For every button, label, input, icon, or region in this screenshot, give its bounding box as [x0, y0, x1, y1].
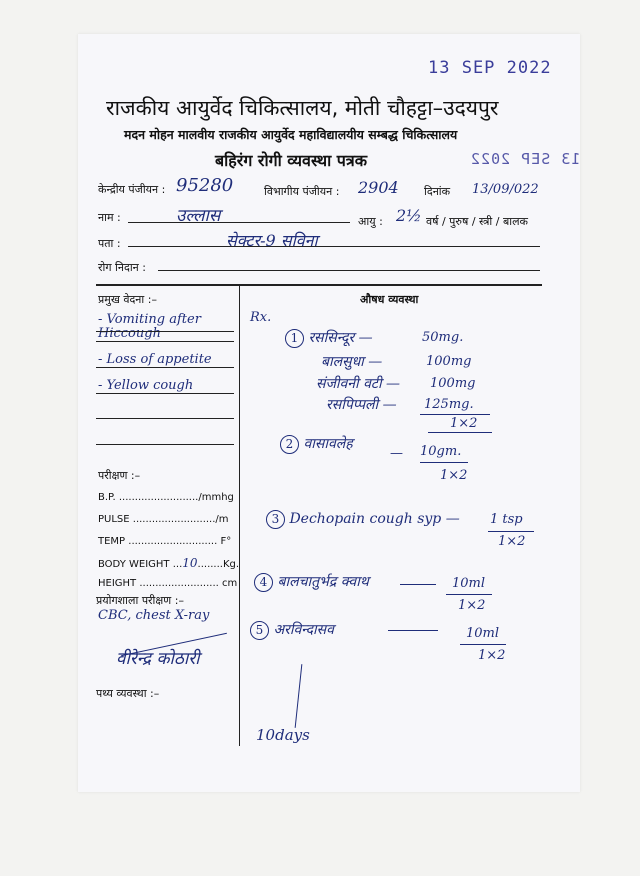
- medicine-frequency: 1×2: [498, 534, 526, 549]
- pulse-field: PULSE ........................../m: [98, 514, 229, 525]
- medicine-item: 3 Dechopain cough syp —: [266, 510, 460, 529]
- dept-reg-value: 2904: [358, 178, 399, 197]
- weight-value: 10: [182, 556, 198, 570]
- medicine-item: संजीवनी वटी —: [316, 376, 401, 392]
- exam-label: परीक्षण :–: [98, 469, 141, 482]
- name-label: नाम :: [98, 211, 121, 224]
- medicine-item: 2 वासावलेह: [280, 434, 353, 454]
- age-label: आयु :: [358, 215, 383, 228]
- age-options: वर्ष / पुरुष / स्त्री / बालक: [426, 215, 528, 228]
- central-reg-value: 95280: [176, 175, 234, 196]
- form-title: बहिरंग रोगी व्यवस्था पत्रक: [215, 151, 368, 170]
- medicine-dose: 50mg.: [422, 330, 464, 345]
- age-value: 2½: [396, 206, 422, 225]
- medicine-item: बालसुधा —: [321, 354, 383, 370]
- medicine-dose: 100mg: [426, 354, 472, 369]
- diet-label: पथ्य व्यवस्था :–: [96, 687, 160, 700]
- address-label: पता :: [98, 237, 121, 250]
- date-value: 13/09/022: [472, 182, 539, 197]
- medicine-dose: 1 tsp: [490, 512, 523, 527]
- medicine-dose: 125mg.: [424, 397, 474, 412]
- date-stamp-mirrored: 13 SEP 2022: [470, 150, 581, 168]
- diagnosis-label: रोग निदान :: [98, 261, 146, 274]
- treatment-duration: 10days: [256, 726, 310, 744]
- complaint-item: - Loss of appetite: [98, 352, 212, 367]
- weight-field: BODY WEIGHT ...10........Kg.: [98, 556, 240, 570]
- temp-field: TEMP ............................ F°: [98, 536, 232, 547]
- medicine-frequency: 1×2: [478, 648, 506, 663]
- rx-symbol: Rx.: [250, 310, 272, 325]
- medicine-item: 5 अरविन्दासव: [250, 620, 334, 640]
- date-stamp: 13 SEP 2022: [428, 58, 552, 78]
- doctor-signature: वीरेन्द्र कोठारी: [116, 649, 200, 669]
- medicine-frequency: 1×2: [450, 416, 478, 431]
- medicine-dose: 10gm.: [420, 444, 462, 459]
- complaint-item: - Vomiting after Hiccough: [98, 312, 201, 341]
- medicine-dose: 10ml: [466, 626, 500, 641]
- bp-field: B.P. ........................./mmhg: [98, 492, 234, 503]
- complaint-item: - Yellow cough: [98, 378, 194, 393]
- central-reg-label: केन्द्रीय पंजीयन :: [98, 183, 166, 196]
- medicine-frequency: 1×2: [458, 598, 486, 613]
- date-label: दिनांक: [424, 185, 451, 198]
- medicine-item: रसपिप्पली —: [326, 397, 397, 413]
- patient-address: सेक्टर-9 सविना: [226, 231, 318, 250]
- medicine-dose: 100mg: [430, 376, 476, 391]
- college-subtitle: मदन मोहन मालवीय राजकीय आयुर्वेद महाविद्यालयीय सम्बद्ध चिकित्सालय: [124, 127, 458, 142]
- medicine-item: 4 बालचातुर्भद्र क्वाथ: [254, 572, 369, 592]
- patient-name: उल्लास: [176, 206, 221, 226]
- medicine-frequency: 1×2: [440, 468, 468, 483]
- column-divider: [239, 284, 240, 746]
- lab-label: प्रयोगशाला परीक्षण :–: [96, 594, 184, 607]
- hospital-title: राजकीय आयुर्वेद चिकित्सालय, मोती चौहट्टा–उदयपुर: [106, 96, 499, 120]
- dept-reg-label: विभागीय पंजीयन :: [264, 185, 340, 198]
- medicine-section-label: औषध व्यवस्था: [360, 293, 419, 306]
- height-field: HEIGHT ......................... cm: [98, 578, 238, 589]
- lab-value: CBC, chest X-ray: [98, 608, 210, 623]
- medicine-item: 1 रससिन्दूर —: [285, 328, 373, 348]
- medicine-dose: 10ml: [452, 576, 486, 591]
- complaints-label: प्रमुख वेदना :–: [98, 293, 157, 306]
